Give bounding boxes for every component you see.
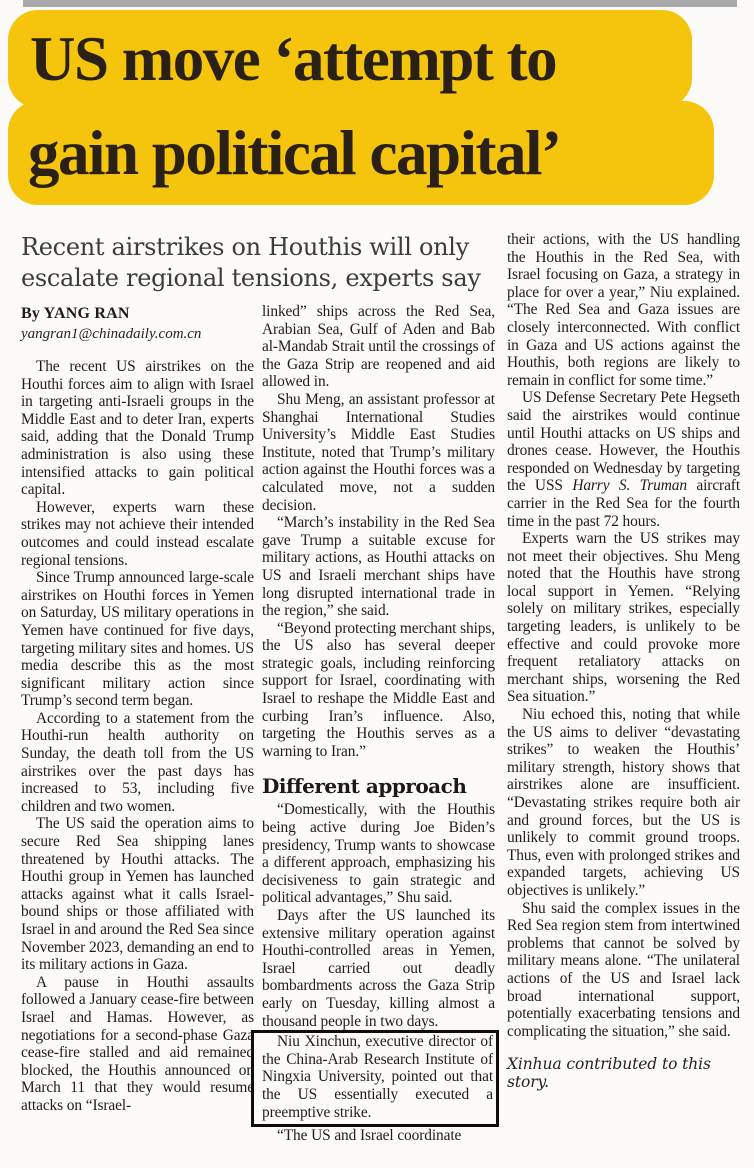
paragraph: “Domestically, with the Houthis being active during Joe Biden’s presidency, Trump wants to showcase a different approach, emphasizing his decisiveness to gain strategic and political advantages,” Shu said.	[262, 801, 495, 907]
paragraph: The recent US airstrikes on the Houthi forces aim to align with Israel in targeting anti-Israeli groups in the Middle East and to deter Iran, experts said, adding that the Donald Trump administration is also using these intensified attacks to gain political capital.	[21, 358, 254, 499]
paragraph: Niu echoed this, noting that while the US aims to deliver “devastating strikes” to weaken the Houthis’ military strength, history shows that airstrikes alone are insufficient. “Devastating strikes require both air and ground forces, but the US is unlikely to commit ground troops. Thus, even with prolonged strikes and expanded targets, achieving US objectives is unlikely.”	[507, 706, 740, 899]
paragraph-text: aircraft carrier in the Red Sea for the fourth time in the past 72 hours.	[507, 477, 741, 530]
paragraph: However, experts warn these strikes may not achieve their intended outcomes and could instead escalate regional tensions.	[21, 498, 254, 569]
highlighted-annotation-box	[251, 1030, 499, 1127]
article-column-3	[507, 231, 740, 1164]
contribution-credit: Xinhua contributed to this story.	[507, 1055, 711, 1091]
ship-name-italic: Harry S. Truman	[572, 477, 687, 495]
article-column-1	[21, 358, 254, 1164]
headline-text-1: US move ‘attempt to	[30, 24, 557, 94]
paragraph: Days after the US launched its extensive military operation against Houthi-controlled areas in Yemen, Israel carried out deadly bombardments across the Gaza Strip early on Tuesday, killing almost a thousand people in two days.	[262, 907, 495, 1030]
boxed-paragraph: Niu Xinchun, executive director of the China-Arab Research Institute of Ningxia University, pointed out that the US essentially executed a preemptive strike.	[262, 1033, 493, 1121]
paragraph-text: US Defense Secretary Pete Hegseth said the airstrikes would continue until Houthi attacks on US ships and drones cease. However, the Houthis responded on Wednesday by targeting the USS	[507, 389, 740, 495]
paragraph: Shu Meng, an assistant professor at Shanghai International Studies University’s Middle East Studies Institute, noted that Trump’s military action against the Houthi forces was a calculated move, not a sudden decision.	[262, 390, 495, 514]
paragraph: According to a statement from the Houthi-run health authority on Sunday, the death toll from the US airstrikes over the past days has increased to 53, including five children and two women.	[21, 709, 254, 815]
paragraph: their actions, with the US handling the Houthis in the Red Sea, with Israel focusing on Gaza, a strategy in place for over a year,” Niu explained. “The Red Sea and Gaza issues are closely interconnected. With conflict in Gaza and US actions against the Houthis, both regions are likely to remain in conflict for some time.”	[507, 231, 740, 389]
headline-line-2	[8, 101, 714, 205]
paragraph: Since Trump announced large-scale airstrikes on Houthi forces in Yemen on Saturday, US military operations in Yemen have continued for five days, targeting military sites and homes. US media describe this as the most significant military action since Trump’s second term began.	[21, 569, 254, 710]
paragraph: A pause in Houthi assaults followed a January cease-fire between Israel and Hamas. However, as negotiations for a second-phase Gaza cease-fire stalled and aid remained blocked, the Houthis announced on March 11 that they would resume attacks on “Israel-	[21, 973, 254, 1114]
subheadline: Recent airstrikes on Houthis will only escalate regional tensions, experts say	[21, 233, 481, 292]
paragraph: “March’s instability in the Red Sea gave Trump a suitable excuse for military actions, as Houthi attacks on US and Israeli merchant ships have long disrupted international trade in the region,” she said.	[262, 514, 495, 620]
paragraph	[507, 389, 740, 530]
top-divider-bar	[23, 0, 737, 7]
section-heading-different-approach: Different approach	[262, 774, 467, 799]
byline-email: yangran1@chinadaily.com.cn	[21, 326, 202, 342]
headline-text-2: gain political capital’	[28, 118, 561, 188]
paragraph: linked” ships across the Red Sea, Arabian Sea, Gulf of Aden and Bab al-Mandab Strait until the crossings of the Gaza Strip are reopened and aid allowed in.	[262, 303, 495, 391]
article-column-2	[262, 303, 495, 1164]
byline	[21, 305, 254, 343]
headline-line-1	[8, 10, 692, 108]
paragraph: “Beyond protecting merchant ships, the US also has several deeper strategic goals, including reinforcing support for Israel, coordinating with Israel to reshape the Middle East and curbing Iran’s influence. Also, targeting the Houthis serves as a warning to Iran.”	[262, 619, 495, 760]
paragraph: “The US and Israel coordinate	[277, 1127, 462, 1145]
paragraph: The US said the operation aims to secure Red Sea shipping lanes threatened by Houthi attacks. The Houthi group in Yemen has launched attacks against what it calls Israel-bound ships or those affiliated with Israel in and around the Red Sea since November 2023, demanding an end to its military actions in Gaza.	[21, 815, 254, 974]
byline-author: By YANG RAN	[21, 305, 130, 322]
paragraph: Shu said the complex issues in the Red Sea region stem from intertwined problems that cannot be solved by military means alone. “The unilateral actions of the US and Israel lack broad international support, potentially exacerbating tensions and complicating the situation,” she said.	[507, 899, 740, 1040]
paragraph: Experts warn the US strikes may not meet their objectives. Shu Meng noted that the Houthis have strong local support in Yemen. “Relying solely on military strikes, especially targeting leaders, is unlikely to be effective and could provoke more frequent retaliatory attacks on merchant ships, worsening the Red Sea situation.”	[507, 530, 740, 706]
